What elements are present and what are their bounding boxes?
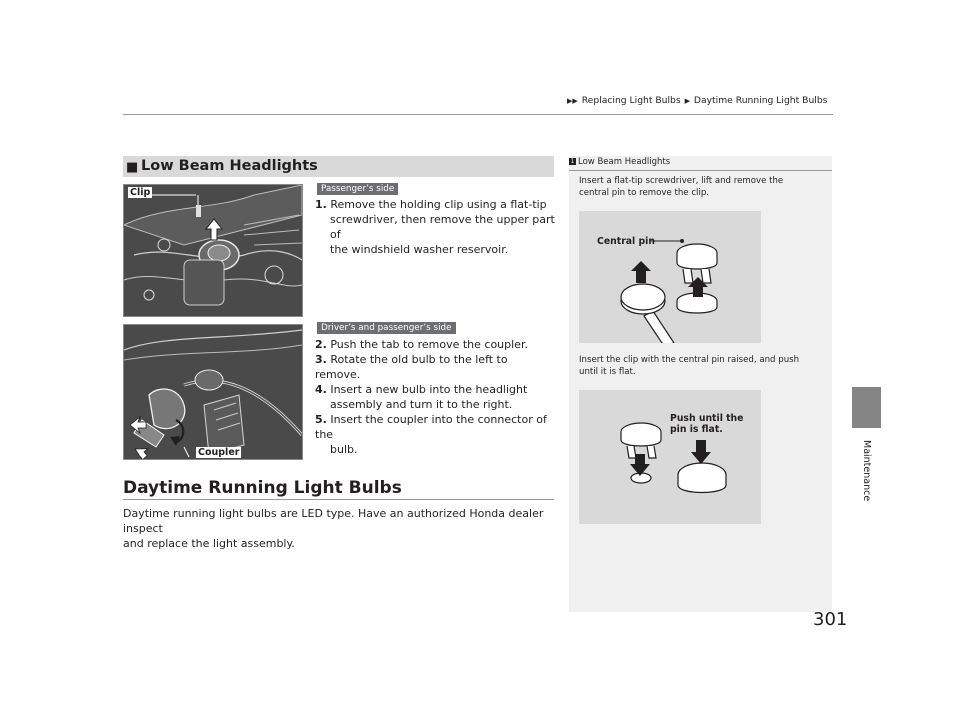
central-pin-callout: Central pin <box>597 236 655 247</box>
breadcrumb-item-daytime-running-light-bulbs[interactable]: Daytime Running Light Bulbs <box>693 95 828 106</box>
clip-callout: Clip <box>130 187 151 198</box>
steps-2-to-5: 2. Push the tab to remove the coupler. 3. Rotate the old bulb to the left to remove. 4. Insert a new bulb into the headlight assembly and turn it to the right. 5. Insert the coupler into the connector of the bulb. <box>315 337 555 457</box>
breadcrumb-arrow-icon: ▶▶ <box>567 97 578 105</box>
sidebar-paragraph-1: Insert a flat-tip screwdriver, lift and remove the central pin to remove the clip. <box>579 176 784 198</box>
header-divider <box>123 114 833 115</box>
chapter-tab-label[interactable]: Maintenance <box>861 440 872 502</box>
sidebar-paragraph-2: Insert the clip with the central pin raised, and push until it is flat. <box>579 355 800 377</box>
sidebar-title: 1 Low Beam Headlights <box>570 157 671 167</box>
section-square-icon: ■ <box>126 160 139 175</box>
clip-removal-illustration <box>579 211 761 343</box>
breadcrumb-item-replacing-light-bulbs[interactable]: Replacing Light Bulbs <box>581 95 681 106</box>
drivers-and-passengers-side-tag: Driver’s and passenger’s side <box>317 322 456 334</box>
clip-insert-illustration <box>579 390 761 524</box>
chapter-tab-marker <box>852 387 881 428</box>
breadcrumb-arrow-icon: ▶ <box>684 97 690 105</box>
drl-paragraph: Daytime running light bulbs are LED type. Have an authorized Honda dealer inspect and replace the light assembly. <box>123 507 544 550</box>
sidebar-title-rule <box>569 170 832 171</box>
page-number: 301 <box>813 609 848 630</box>
engine-photo-passenger-side <box>123 184 303 317</box>
step-1: 1. Remove the holding clip using a flat-tip screwdriver, then remove the upper part of the windshield washer reservoir. <box>315 198 555 256</box>
section-header-low-beam <box>123 156 554 177</box>
step-2: 2. Push the tab to remove the coupler. <box>315 338 528 351</box>
drl-heading: Daytime Running Light Bulbs <box>123 478 402 498</box>
step-4: 4. Insert a new bulb into the headlight <box>315 383 528 396</box>
drl-heading-rule <box>123 499 554 500</box>
note-number-icon: 1 <box>570 158 575 165</box>
step-3: 3. Rotate the old bulb to the left to remove. <box>315 353 508 381</box>
passengers-side-tag: Passenger’s side <box>317 183 398 195</box>
step-5: 5. Insert the coupler into the connector of the <box>315 413 547 441</box>
breadcrumb <box>566 95 827 106</box>
coupler-callout: Coupler <box>198 447 240 458</box>
section-title: Low Beam Headlights <box>141 158 318 174</box>
engine-photo-coupler <box>123 324 303 460</box>
push-until-flat-callout: Push until the pin is flat. <box>670 413 744 435</box>
